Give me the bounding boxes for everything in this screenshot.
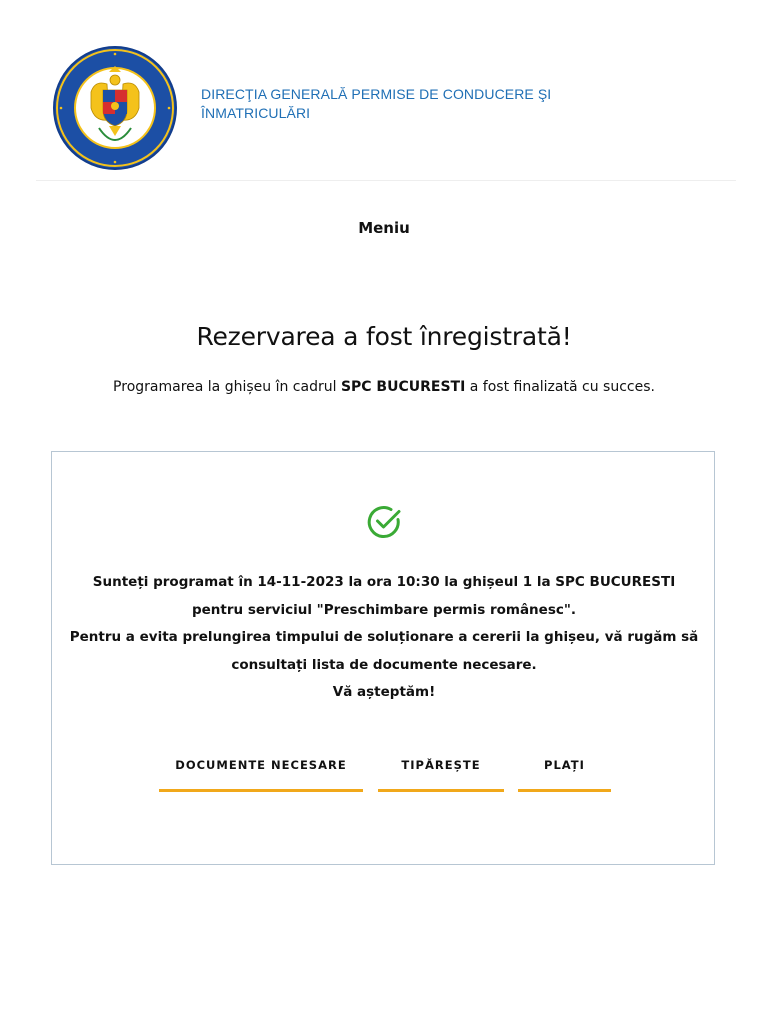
confirmation-card (51, 451, 715, 865)
appointment-message (52, 569, 716, 707)
dgpci-logo[interactable] (51, 44, 179, 172)
payments-button[interactable]: PLAȚI (518, 752, 611, 792)
required-documents-button[interactable]: DOCUMENTE NECESARE (159, 752, 363, 792)
appointment-details-line: Sunteți programat în 14-11-2023 la ora 10:30 la ghișeul 1 la SPC BUCURESTI (92, 574, 676, 590)
page-title: Rezervarea a fost înregistrată! (196, 322, 572, 351)
subtitle-location: SPC BUCURESTI (340, 379, 466, 395)
closing-line: Vă așteptăm! (332, 684, 436, 700)
subtitle-prefix: Programarea la ghișeu în cadrul (113, 379, 341, 395)
confirmation-subtitle (0, 379, 768, 395)
site-header (36, 40, 736, 181)
organization-name-link[interactable]: DIRECŢIA GENERALĂ PERMISE DE CONDUCERE ŞI ÎNMATRICULĂRI (201, 86, 552, 121)
coat-of-arms-seal-icon (51, 44, 179, 172)
advice-line: Pentru a evita prelungirea timpului de soluționare a cererii la ghișeu, vă rugăm să (69, 629, 699, 645)
print-button[interactable]: TIPĂREȘTE (378, 752, 504, 792)
subtitle-suffix: a fost finalizată cu succes. (465, 379, 655, 395)
check-circle-icon (367, 504, 403, 540)
service-line: pentru serviciul "Preschimbare permis românesc". (191, 601, 577, 618)
documents-advice-line: consultați lista de documente necesare. (231, 656, 537, 673)
menu-toggle[interactable]: Meniu (358, 219, 410, 237)
